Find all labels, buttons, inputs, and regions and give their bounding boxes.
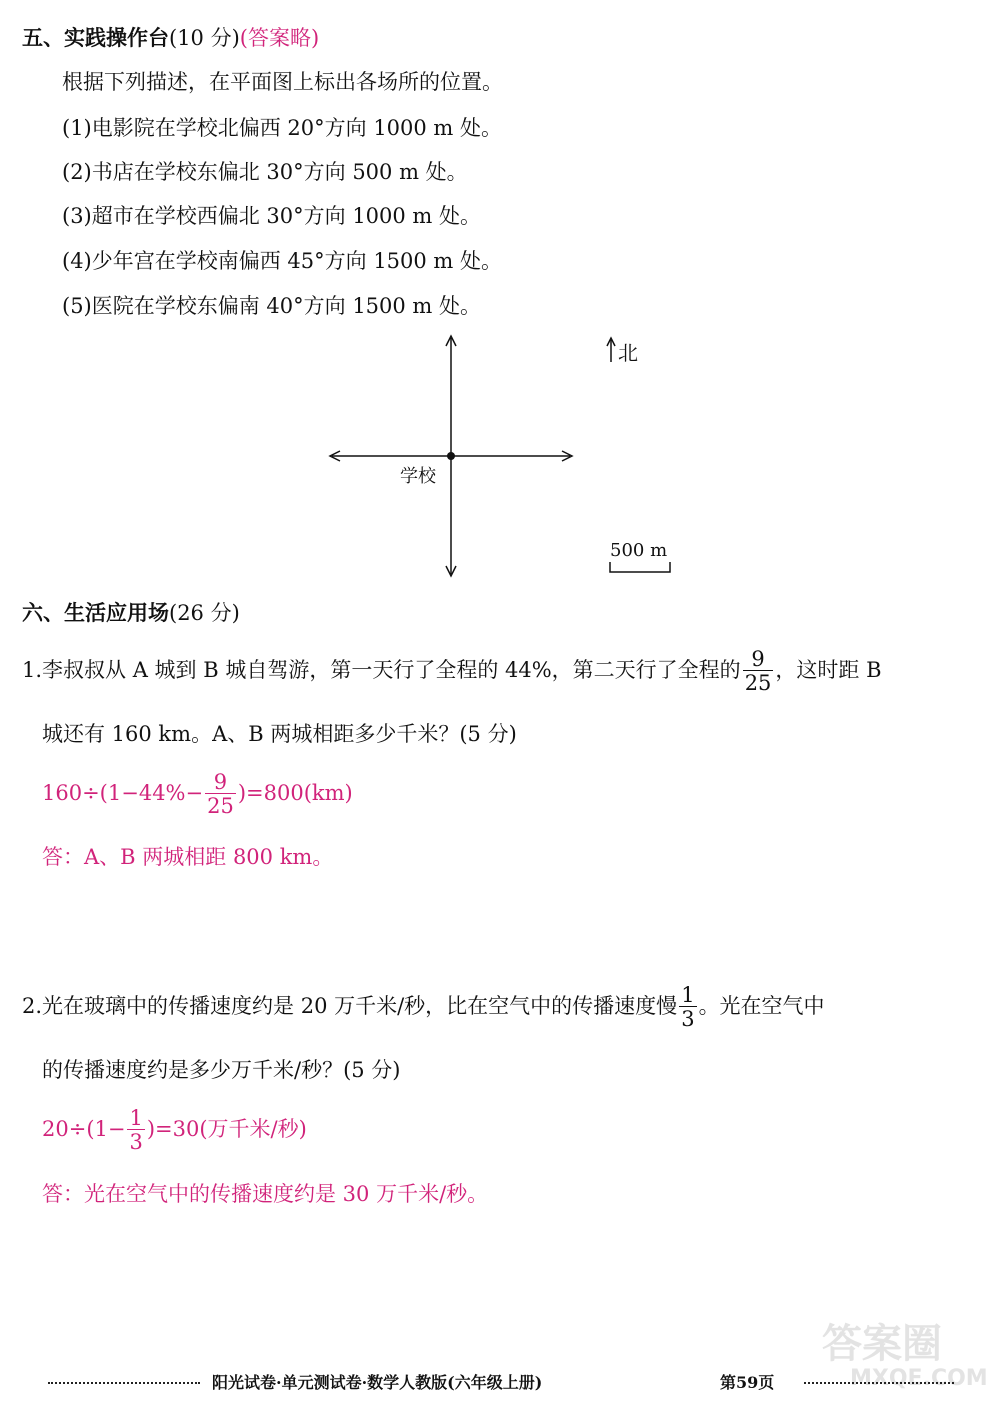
q1-line2: 城还有 160 km。A、B 两城相距多少千米？(5 分) (42, 722, 517, 746)
q1-sol-frac-num: 9 (213, 770, 228, 794)
q2-solution-a: 20÷(1− (42, 1117, 126, 1141)
scale-label: 500 m (610, 540, 668, 561)
q1-solution-b: )=800(km) (237, 781, 353, 805)
section6-heading (22, 597, 240, 627)
watermark-logo: 答案圈 (822, 1321, 942, 1367)
section5-item-1: (1)电影院在学校北偏西 20°方向 1000 m 处。 (62, 116, 503, 140)
q2-sol-frac-num: 1 (129, 1106, 143, 1130)
q2-answer: 答：光在空气中的传播速度约是 30 万千米/秒。 (42, 1182, 489, 1206)
q2-solution (42, 1101, 307, 1157)
q1-solution (42, 765, 353, 821)
section5-item-4: (4)少年宫在学校南偏西 45°方向 1500 m 处。 (62, 249, 503, 273)
footer-right-dots (804, 1382, 954, 1384)
q1-sol-frac-den: 25 (207, 794, 234, 818)
q1-fraction (743, 649, 774, 694)
watermark-url: MXQE.COM (850, 1366, 988, 1391)
north-label: 北 (618, 341, 638, 365)
q2-solution-b: )=30(万千米/秒) (146, 1117, 307, 1141)
footer-left-dots (48, 1382, 200, 1384)
section5-item-5: (5)医院在学校东偏南 40°方向 1500 m 处。 (62, 294, 482, 318)
footer-title: 阳光试卷·单元测试卷·数学人教版(六年级上册) (212, 1373, 543, 1392)
q1-line1 (22, 644, 882, 696)
q2-sol-frac-den: 3 (129, 1130, 143, 1154)
q1-text-a: 1.李叔叔从 A 城到 B 城自驾游，第一天行了全程的 44%，第二天行了全程的 (22, 658, 741, 682)
section5-item-2: (2)书店在学校东偏北 30°方向 500 m 处。 (62, 160, 468, 184)
school-point (447, 452, 455, 460)
q1-solution-fraction (205, 772, 236, 817)
q2-frac-num: 1 (681, 983, 695, 1007)
q1-frac-num: 9 (751, 647, 765, 671)
section5-item-3: (3)超市在学校西偏北 30°方向 1000 m 处。 (62, 204, 482, 228)
section5-points: (10 分) (169, 26, 240, 50)
q1-answer: 答：A、B 两城相距 800 km。 (42, 845, 334, 869)
section6-title: 六、生活应用场 (22, 601, 169, 625)
q2-frac-den: 3 (681, 1007, 695, 1031)
q2-text-b: 。光在空气中 (698, 994, 825, 1018)
section5-intro: 根据下列描述，在平面图上标出各场所的位置。 (62, 70, 503, 94)
q2-line2: 的传播速度约是多少万千米/秒？(5 分) (42, 1058, 401, 1082)
north-arrow-icon (607, 338, 615, 362)
q2-fraction (679, 985, 696, 1030)
scale-bar (610, 562, 670, 572)
q2-line1 (22, 980, 825, 1032)
school-label: 学校 (400, 466, 436, 487)
q1-text-b: ，这时距 B (775, 658, 882, 682)
section5-title: 五、实践操作台 (22, 26, 169, 50)
footer-page: 第59页 (720, 1373, 775, 1392)
section5-answer-note: (答案略) (239, 26, 320, 50)
q1-frac-den: 25 (744, 671, 772, 695)
section6-points: (26 分) (169, 601, 240, 625)
q2-solution-fraction (127, 1108, 144, 1153)
q1-solution-a: 160÷(1−44%− (42, 781, 204, 805)
section5-heading (22, 22, 319, 52)
q2-text-a: 2.光在玻璃中的传播速度约是 20 万千米/秒，比在空气中的传播速度慢 (22, 994, 678, 1018)
